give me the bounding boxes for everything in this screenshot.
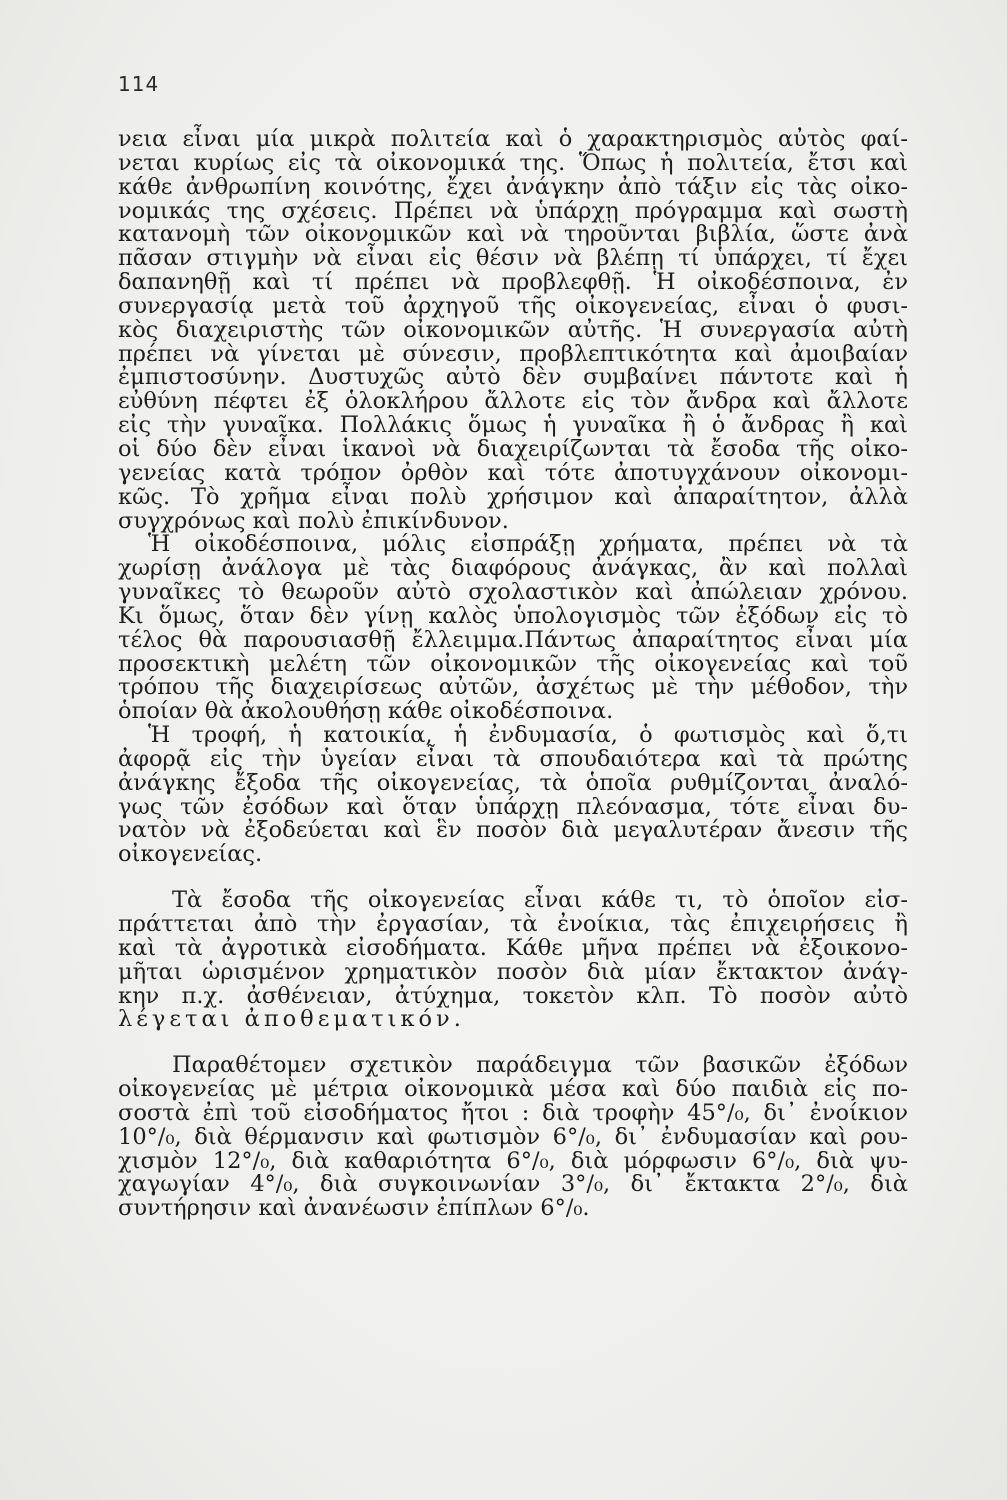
text-line: 10°/₀, διὰ θέρμανσιν καὶ φωτισμὸν 6°/₀, δι᾽ ἐνδυμασίαν καὶ ρου- <box>118 1123 908 1150</box>
text-line: κην π.χ. ἀσθένειαν, ἀτύχημα, τοκετὸν κλπ. Τὸ ποσὸν αὐτὸ <box>118 982 908 1009</box>
text-line: συνεργασίᾳ μετὰ τοῦ ἀρχηγοῦ τῆς οἰκογενείας, εἶναι ὁ φυσι- <box>118 292 908 319</box>
text-line: χαγωγίαν 4°/₀, διὰ συγκοινωνίαν 3°/₀, δι᾽ ἔκτακτα 2°/₀, διὰ <box>118 1171 908 1198</box>
text-line: νατὸν νὰ ἐξοδεύεται καὶ ἓν ποσὸν διὰ μεγαλυτέραν ἄνεσιν τῆς <box>118 817 908 844</box>
page-number: 114 <box>118 72 160 96</box>
text-line: Ἡ οἰκοδέσποινα, μόλις εἰσπράξῃ χρήματα, πρέπει νὰ τὰ <box>148 531 908 558</box>
text-line: νομικάς της σχέσεις. Πρέπει νὰ ὑπάρχῃ πρόγραμμα καὶ σωστὴ <box>118 197 908 224</box>
text-line: τέλος θὰ παρουσιασθῇ ἔλλειμμα.Πάντως ἀπαραίτητος εἶναι μία <box>118 626 908 653</box>
text-line: κατανομὴ τῶν οἰκονομικῶν καὶ νὰ τηροῦνται βιβλία, ὥστε ἀνὰ <box>118 221 908 248</box>
text-line: συγχρόνως καὶ πολὺ ἐπικίνδυνον. <box>118 507 509 534</box>
text-line: μῆται ὡρισμένον χρηματικὸν ποσὸν διὰ μίαν ἔκτακτον ἀνάγ- <box>118 958 908 985</box>
text-line: οἰκογενείας. <box>118 841 263 868</box>
text-line: λέγεται ἀποθεματικόν. <box>118 1006 465 1033</box>
paragraph <box>118 889 908 1032</box>
paragraph <box>118 128 908 533</box>
paragraph <box>118 533 908 724</box>
text-line: κὸς διαχειριστὴς τῶν οἰκονομικῶν αὐτῆς. Ἡ συνεργασία αὐτὴ <box>118 316 908 343</box>
text-line: συντήρησιν καὶ ἀνανέωσιν ἐπίπλων 6°/₀. <box>118 1195 590 1222</box>
text-line: κῶς. Τὸ χρῆμα εἶναι πολὺ χρήσιμον καὶ ἀπαραίτητον, ἀλλὰ <box>118 483 908 510</box>
text-line: ἀφορᾷ εἰς τὴν ὑγείαν εἶναι τὰ σπουδαιότερα καὶ τὰ πρώτης <box>118 745 908 772</box>
text-line: οἰκογενείας μὲ μέτρια οἰκονομικὰ μέσα καὶ δύο παιδιὰ εἰς πο- <box>118 1076 908 1103</box>
text-line: γενείας κατὰ τρόπον ὀρθὸν καὶ τότε ἀποτυγχάνουν οἰκονομι- <box>118 459 908 486</box>
text-line: γυναῖκες τὸ θεωροῦν αὐτὸ σχολαστικὸν καὶ ἀπώλειαν χρόνου. <box>118 579 908 606</box>
text-line: εἰς τὴν γυναῖκα. Πολλάκις ὅμως ἡ γυναῖκα ἢ ὁ ἄνδρας ἢ καὶ <box>118 412 908 439</box>
text-line: σοστὰ ἐπὶ τοῦ εἰσοδήματος ἤτοι : διὰ τροφὴν 45°/₀, δι᾽ ἐνοίκιον <box>118 1099 908 1126</box>
text-line: ὁποίαν θὰ ἀκολουθήσῃ κάθε οἰκοδέσποινα. <box>118 698 614 725</box>
text-line: Ἡ τροφή, ἡ κατοικία, ἡ ἐνδυμασία, ὁ φωτισμὸς καὶ ὅ,τι <box>148 722 908 749</box>
text-line: ἀνάγκης ἔξοδα τῆς οἰκογενείας, τὰ ὁποῖα ρυθμίζονται ἀναλό- <box>118 769 908 796</box>
text-line: νεια εἶναι μία μικρὰ πολιτεία καὶ ὁ χαρακτηρισμὸς αὐτὸς φαί- <box>118 126 908 152</box>
text-line: πᾶσαν στιγμὴν νὰ εἶναι εἰς θέσιν νὰ βλέπῃ τί ὑπάρχει, τί ἔχει <box>118 245 908 272</box>
text-line: οἱ δύο δὲν εἶναι ἱκανοὶ νὰ διαχειρίζωνται τὰ ἔσοδα τῆς οἰκο- <box>118 435 908 462</box>
text-line: πράττεται ἀπὸ τὴν ἐργασίαν, τὰ ἐνοίκια, τὰς ἐπιχειρήσεις ἢ <box>118 911 908 937</box>
text-line: Τὰ ἔσοδα τῆς οἰκογενείας εἶναι κάθε τι, τὸ ὁποῖον εἰσ- <box>172 887 908 914</box>
text-line: ἐμπιστοσύνην. Δυστυχῶς αὐτὸ δὲν συμβαίνει πάντοτε καὶ ἡ <box>118 364 908 391</box>
text-line: εὐθύνη πέφτει ἐξ ὁλοκλήρου ἄλλοτε εἰς τὸν ἄνδρα καὶ ἄλλοτε <box>118 388 908 415</box>
text-line: καὶ τὰ ἀγροτικὰ εἰσοδήματα. Κάθε μῆνα πρέπει νὰ ἐξοικονο- <box>118 934 908 961</box>
text-line: χωρίσῃ ἀνάλογα μὲ τὰς διαφόρους ἀνάγκας, ἂν καὶ πολλαὶ <box>118 555 908 582</box>
text-line: τρόπου τῆς διαχειρίσεως αὐτῶν, ἀσχέτως μὲ τὴν μέθοδον, τὴν <box>118 674 908 701</box>
paragraph <box>118 724 908 867</box>
text-line: προσεκτικὴ μελέτη τῶν οἰκονομικῶν τῆς οἰκογενείας καὶ τοῦ <box>118 650 908 677</box>
text-line: κάθε ἀνθρωπίνη κοινότης, ἔχει ἀνάγκην ἀπὸ τάξιν εἰς τὰς οἰκο- <box>118 173 908 200</box>
text-line: νεται κυρίως εἰς τὰ οἰκονομικά της. Ὅπως ἡ πολιτεία, ἔτσι καὶ <box>118 149 908 176</box>
text-line: χισμὸν 12°/₀, διὰ καθαριότητα 6°/₀, διὰ μόρφωσιν 6°/₀, διὰ ψυ- <box>118 1147 908 1174</box>
text-line: Παραθέτομεν σχετικὸν παράδειγμα τῶν βασικῶν ἐξόδων <box>172 1052 908 1079</box>
body-text <box>118 128 908 1221</box>
text-line: δαπανηθῇ καὶ τί πρέπει νὰ προβλεφθῇ. Ἡ οἰκοδέσποινα, ἐν <box>118 269 908 296</box>
text-line: πρέπει νὰ γίνεται μὲ σύνεσιν, προβλεπτικότητα καὶ ἀμοιβαίαν <box>118 340 908 367</box>
text-line: γως τῶν ἐσόδων καὶ ὅταν ὑπάρχῃ πλεόνασμα, τότε εἶναι δυ- <box>118 793 908 820</box>
paragraph <box>118 1054 908 1221</box>
text-line: Κι ὅμως, ὅταν δὲν γίνῃ καλὸς ὑπολογισμὸς τῶν ἐξόδων εἰς τὸ <box>118 602 908 629</box>
